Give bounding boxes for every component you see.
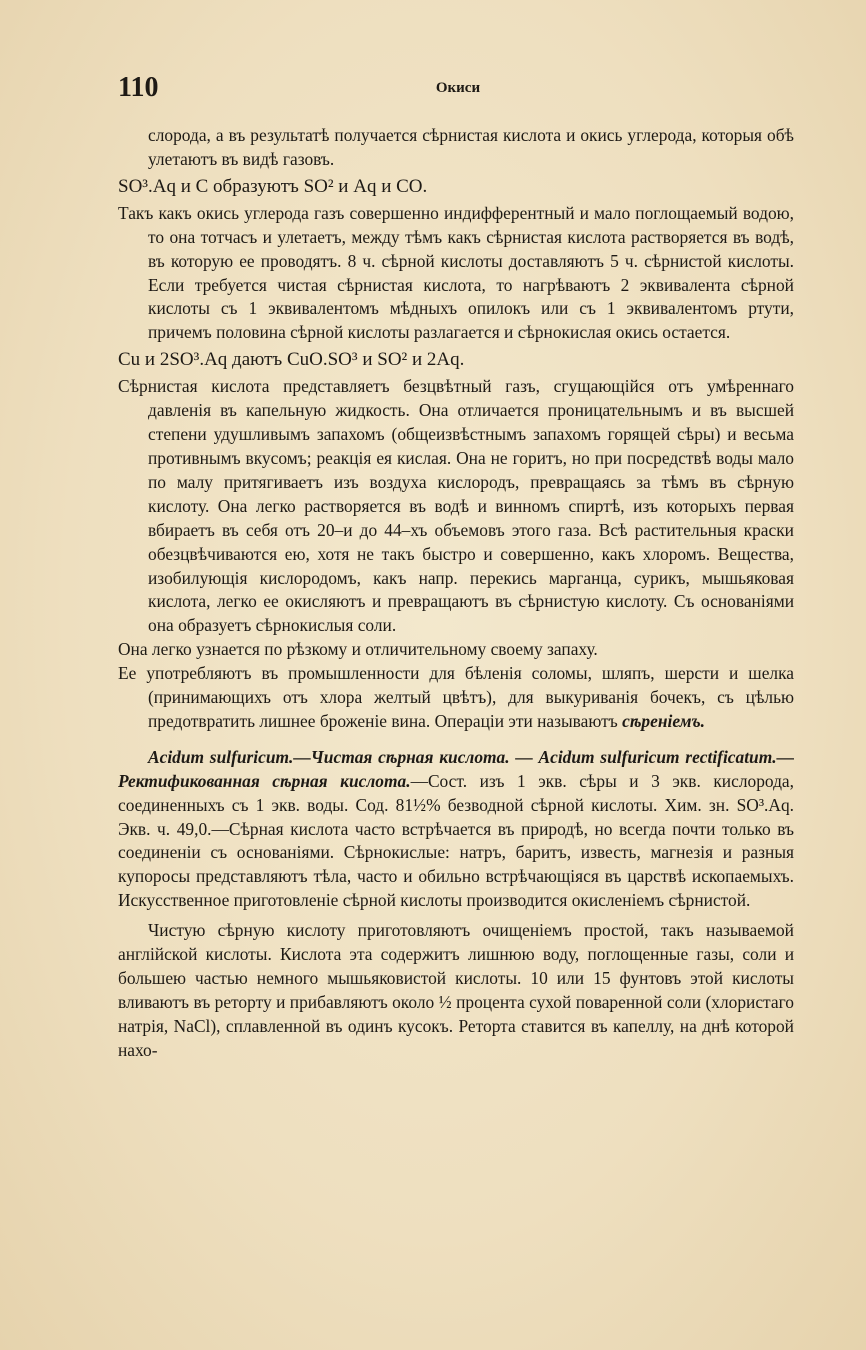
- paragraph-uses: [118, 662, 794, 734]
- term-sulfuring: сѣреніемъ.: [622, 710, 706, 731]
- uses-text: Ее употребляютъ въ промышленности для бѣленія соломы, шляпъ, шерсти и шелка (принимающихъ отъ хлора желтый цвѣтъ), для выкуриванія бочекъ, съ цѣлью предотвратить лишнее броженіе вина. Операціи эти называютъ: [118, 663, 794, 731]
- paragraph-properties: Сѣрнистая кислота представляетъ безцвѣтный газъ, сгущающійся отъ умѣреннаго давленія въ капельную жидкость. Она отличается проницательнымъ и въ высшей степени удушливымъ запахомъ (общеизвѣстнымъ запахомъ горящей сѣры) и весьма противнымъ вкусомъ; реакція ея кислая. Она не горитъ, но при посредствѣ воды мало по малу притягиваетъ изъ воздуха кислородъ, превращаясь за тѣмъ въ сѣрную кислоту. Она легко растворяется въ водѣ и винномъ спиртѣ, изъ которыхъ первая вбираетъ въ себя отъ 20–и до 44–хъ объемовъ этого газа. Всѣ растительныя краски обезцвѣчиваются ею, хотя не такъ быстро и совершенно, какъ хлоромъ. Вещества, изобилующія кислородомъ, какъ напр. перекись марганца, сурикъ, мышьяковая кислота, легко ее окисляютъ и превращаютъ въ сѣрнистую кислоту. Съ основаніями она образуетъ сѣрнокислыя соли.: [118, 376, 794, 636]
- heading-russian-2: —Ректификованная сѣрная кислота.: [118, 746, 794, 791]
- paragraph-preparation: Чистую сѣрную кислоту приготовляютъ очищеніемъ простой, такъ называемой англійской кислоты. Кислота эта содержитъ лишнюю воду, поглощенные газы, соли и большею частью немного мышьяковистой кислоты. 10 или 15 фунтовъ этой кислоты вливаютъ въ реторту и прибавляютъ около ½ процента сухой поваренной соли (хлористаго натрія, NaCl), сплавленной въ одинъ кусокъ. Реторта ставится въ капеллу, на днѣ которой нахо-: [118, 920, 794, 1060]
- formula-reaction-2: Cu и 2SO³.Aq даютъ CuO.SO³ и SO² и 2Aq.: [118, 349, 465, 371]
- running-head: Окиси: [435, 80, 481, 96]
- page-text: [118, 124, 794, 1063]
- heading-latin-2: — Acidum sulfuricum rectificatum.: [509, 746, 777, 767]
- page-header: [118, 70, 798, 110]
- heading-russian: —Чистая сѣрная кислота.: [293, 746, 510, 767]
- paragraph-carbon-oxide: Такъ какъ окись углерода газъ совершенно индифферентный и мало поглощаемый водою, то она тотчасъ и улетаетъ, между тѣмъ какъ сѣрнистая кислота растворяется въ водѣ, въ которую ее проводятъ. 8 ч. сѣрной кислоты доставляютъ 5 ч. сѣрнистой кислоты. Если требуется чистая сѣрнистая кислота, то нагрѣваютъ 2 эквивалента сѣрной кислоты съ 1 эквивалентомъ мѣдныхъ опилокъ или съ 1 эквивалентомъ ртути, причемъ половина сѣрной кислоты разлагается и сѣрнокислая окись остается.: [118, 202, 794, 343]
- heading-latin: Acidum sulfuricum.: [148, 746, 294, 767]
- sulfuric-acid-text: —Сост. изъ 1 экв. сѣры и 3 экв. кислорода, соединенныхъ съ 1 экв. воды. Сод. 81½% безводной сѣрной кислоты. Хим. зн. SO³.Aq. Экв. ч. 49,0.—Сѣрная кислота часто встрѣчается въ природѣ, но всегда почти только въ соединеніи съ основаніями. Сѣрнокислые: натръ, баритъ, известь, магнезія и разныя купоросы представляютъ тѣла, часто и обильно встрѣчающіяся въ царствѣ ископаемыхъ. Искусственное приготовленіе сѣрной кислоты производится окисленіемъ сѣрнистой.: [118, 770, 795, 911]
- paragraph-detection: Она легко узнается по рѣзкому и отличительному своему запаху.: [118, 639, 598, 660]
- formula-reaction-1: SO³.Aq и C образуютъ SO² и Aq и CO.: [118, 175, 428, 197]
- paragraph-sulfuric-acid: [118, 746, 794, 913]
- page-number: 110: [118, 72, 159, 103]
- paragraph-continuation: слорода, а въ результатѣ получается сѣрнистая кислота и окись углерода, которыя обѣ улетаютъ въ видѣ газовъ.: [148, 125, 794, 169]
